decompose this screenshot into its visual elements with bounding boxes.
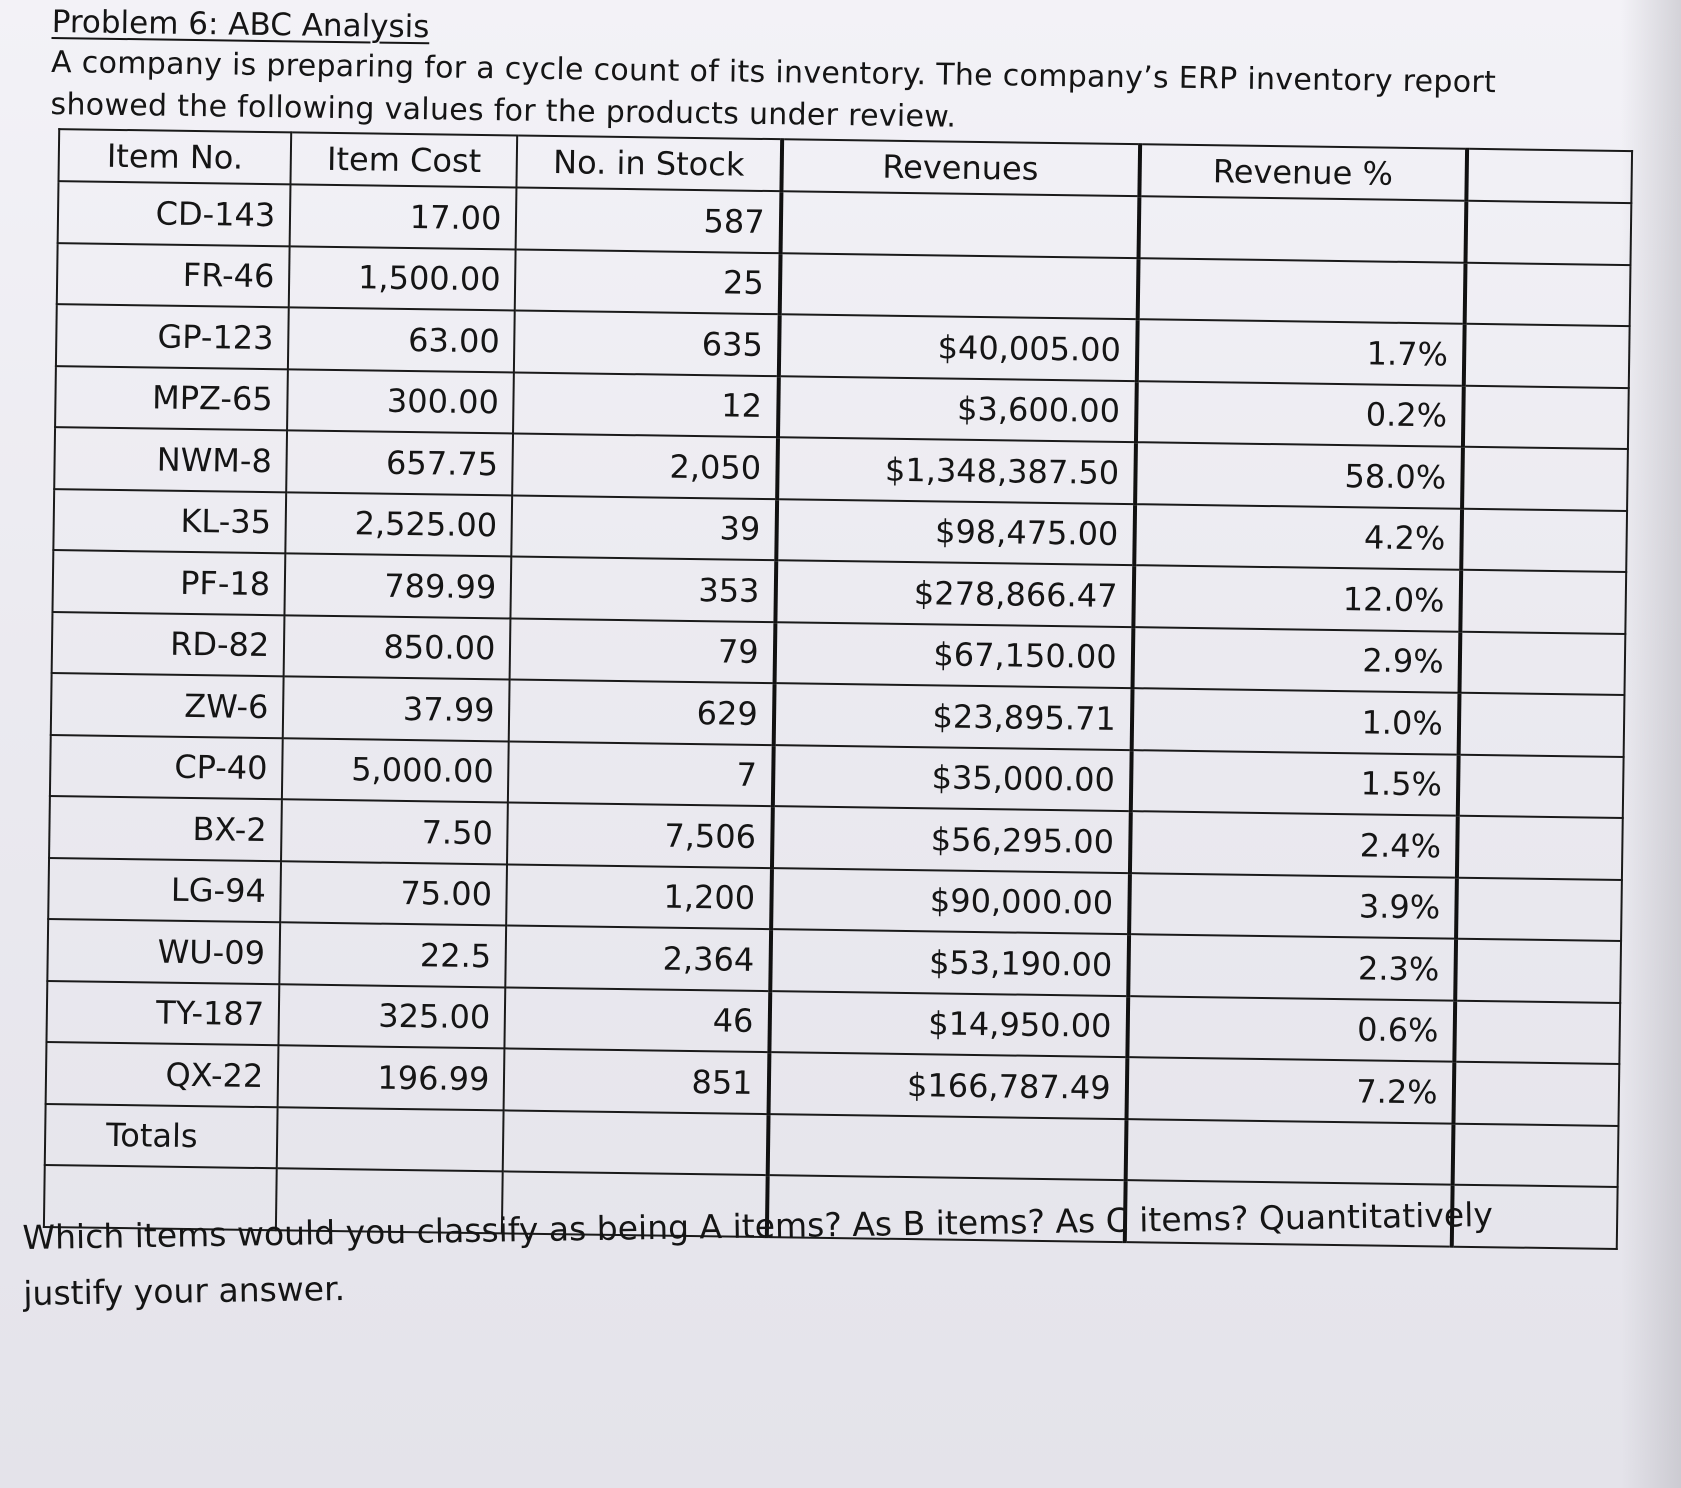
cell-blank xyxy=(1458,693,1624,757)
cell-blank xyxy=(1465,201,1631,265)
inventory-table-body xyxy=(44,181,1631,1248)
cell-item-no: PF-18 xyxy=(52,550,285,615)
cell-revenue-pct: 2.3% xyxy=(1128,934,1456,1000)
cell-blank xyxy=(1455,939,1621,1003)
cell-revenue xyxy=(780,191,1139,257)
header-no-in-stock: No. in Stock xyxy=(517,136,782,192)
cell-blank xyxy=(1457,754,1623,818)
cell-revenue-pct: 3.9% xyxy=(1129,873,1457,939)
cell-blank xyxy=(1462,447,1628,511)
cell-blank xyxy=(1459,631,1625,695)
cell-item-cost: 37.99 xyxy=(283,676,510,741)
cell-item-cost: 5,000.00 xyxy=(282,738,509,803)
cell-blank xyxy=(1463,324,1629,388)
cell-no-in-stock: 851 xyxy=(504,1048,769,1113)
cell-revenue-pct: 1.5% xyxy=(1130,750,1458,816)
header-revenue-pct: Revenue % xyxy=(1139,144,1467,201)
header-item-no: Item No. xyxy=(58,129,291,184)
problem-intro: A company is preparing for a cycle count of its inventory. The company’s ERP inventory report showed the following values for the products under review. xyxy=(50,44,1497,135)
cell-item-no: NWM-8 xyxy=(54,427,287,492)
cell-no-in-stock: 353 xyxy=(511,556,776,621)
cell-no-in-stock: 2,364 xyxy=(506,925,771,990)
cell-blank xyxy=(1461,508,1627,572)
cell-item-cost: 325.00 xyxy=(279,984,506,1049)
cell-revenue-pct: 1.0% xyxy=(1131,688,1459,754)
cell-revenue-pct: 12.0% xyxy=(1133,565,1461,631)
cell-no-in-stock: 25 xyxy=(515,249,780,314)
cell-item-cost: 75.00 xyxy=(280,861,507,926)
cell-revenue-pct: 7.2% xyxy=(1126,1057,1454,1123)
cell-item-no: QX-22 xyxy=(46,1042,279,1107)
cell-no-in-stock: 7 xyxy=(508,741,773,806)
cell-no-in-stock: 2,050 xyxy=(513,433,778,498)
cell-item-no: KL-35 xyxy=(53,489,286,554)
cell-item-cost: 17.00 xyxy=(290,184,517,249)
cell-revenue-pct: 0.2% xyxy=(1136,381,1464,447)
cell-item-cost: 657.75 xyxy=(286,430,513,495)
cell-revenue: $53,190.00 xyxy=(770,929,1129,995)
cell-item-no: FR-46 xyxy=(57,243,290,308)
cell-item-no: CD-143 xyxy=(58,181,291,246)
cell-blank xyxy=(1452,1123,1618,1187)
cell-item-no: BX-2 xyxy=(49,796,282,861)
cell-item-cost: 300.00 xyxy=(287,369,514,434)
cell-blank xyxy=(1454,1000,1620,1064)
cell-total-pct xyxy=(1125,1119,1453,1185)
header-blank xyxy=(1466,149,1632,203)
cell-blank xyxy=(1460,570,1626,634)
cell-revenue-pct: 4.2% xyxy=(1134,504,1462,570)
cell-item-no: TY-187 xyxy=(46,981,279,1046)
cell-revenue-pct xyxy=(1138,196,1466,262)
cell-revenue-pct: 58.0% xyxy=(1135,442,1463,508)
cell-item-no: CP-40 xyxy=(50,735,283,800)
cell-no-in-stock: 1,200 xyxy=(507,864,772,929)
cell-blank xyxy=(1464,262,1630,326)
problem-block xyxy=(35,2,1632,1249)
cell-revenue: $56,295.00 xyxy=(772,806,1131,872)
cell-no-in-stock: 39 xyxy=(512,495,777,560)
cell-item-no: RD-82 xyxy=(52,612,285,677)
cell-no-in-stock: 587 xyxy=(516,188,781,253)
cell-blank xyxy=(1457,816,1623,880)
cell-revenue-pct xyxy=(1137,258,1465,324)
cell-no-in-stock: 629 xyxy=(509,679,774,744)
cell-item-no: ZW-6 xyxy=(51,673,284,738)
header-revenues: Revenues xyxy=(781,139,1140,196)
cell-item-cost: 850.00 xyxy=(284,615,511,680)
cell-revenue-pct: 2.4% xyxy=(1130,811,1458,877)
cell-revenue: $278,866.47 xyxy=(775,560,1134,626)
cell-total-cost xyxy=(277,1107,504,1172)
cell-no-in-stock: 79 xyxy=(510,618,775,683)
cell-revenue: $35,000.00 xyxy=(772,745,1131,811)
cell-no-in-stock: 12 xyxy=(513,372,778,437)
cell-revenue: $1,348,387.50 xyxy=(777,437,1136,503)
cell-item-cost: 196.99 xyxy=(278,1045,505,1110)
cell-no-in-stock: 635 xyxy=(514,310,779,375)
cell-revenue: $14,950.00 xyxy=(769,991,1128,1057)
question-text: Which items would you classify as being A items? As B items? As C items? Quantitatively justify your answer. xyxy=(22,1194,1494,1313)
cell-item-cost: 63.00 xyxy=(288,307,515,372)
cell-blank xyxy=(1463,385,1629,449)
problem-title: Problem 6: ABC Analysis xyxy=(51,3,430,46)
cell-item-no: MPZ-65 xyxy=(55,366,288,431)
cell-revenue-pct: 1.7% xyxy=(1136,319,1464,385)
cell-total-stock xyxy=(503,1110,768,1175)
cell-item-no: GP-123 xyxy=(56,304,289,369)
totals-label: Totals xyxy=(45,1104,278,1169)
cell-item-no: WU-09 xyxy=(47,919,280,984)
cell-revenue: $3,600.00 xyxy=(778,376,1137,442)
cell-revenue: $67,150.00 xyxy=(774,622,1133,688)
cell-total-revenue xyxy=(767,1114,1126,1180)
cell-item-no: LG-94 xyxy=(48,858,281,923)
cell-revenue: $23,895.71 xyxy=(773,683,1132,749)
cell-revenue-pct: 2.9% xyxy=(1132,627,1460,693)
cell-item-cost: 2,525.00 xyxy=(286,492,513,557)
cell-blank xyxy=(1453,1062,1619,1126)
cell-no-in-stock: 7,506 xyxy=(507,802,772,867)
cell-item-cost: 789.99 xyxy=(285,553,512,618)
cell-item-cost: 22.5 xyxy=(280,922,507,987)
cell-blank xyxy=(1456,877,1622,941)
cell-revenue: $166,787.49 xyxy=(768,1052,1127,1118)
cell-item-cost: 1,500.00 xyxy=(289,246,516,311)
cell-item-cost: 7.50 xyxy=(281,799,508,864)
cell-revenue: $98,475.00 xyxy=(776,499,1135,565)
inventory-table xyxy=(43,128,1633,1249)
header-item-cost: Item Cost xyxy=(291,132,518,187)
cell-no-in-stock: 46 xyxy=(505,987,770,1052)
cell-revenue xyxy=(779,253,1138,319)
cell-revenue: $40,005.00 xyxy=(778,314,1137,380)
cell-revenue-pct: 0.6% xyxy=(1127,996,1455,1062)
cell-revenue: $90,000.00 xyxy=(771,868,1130,934)
